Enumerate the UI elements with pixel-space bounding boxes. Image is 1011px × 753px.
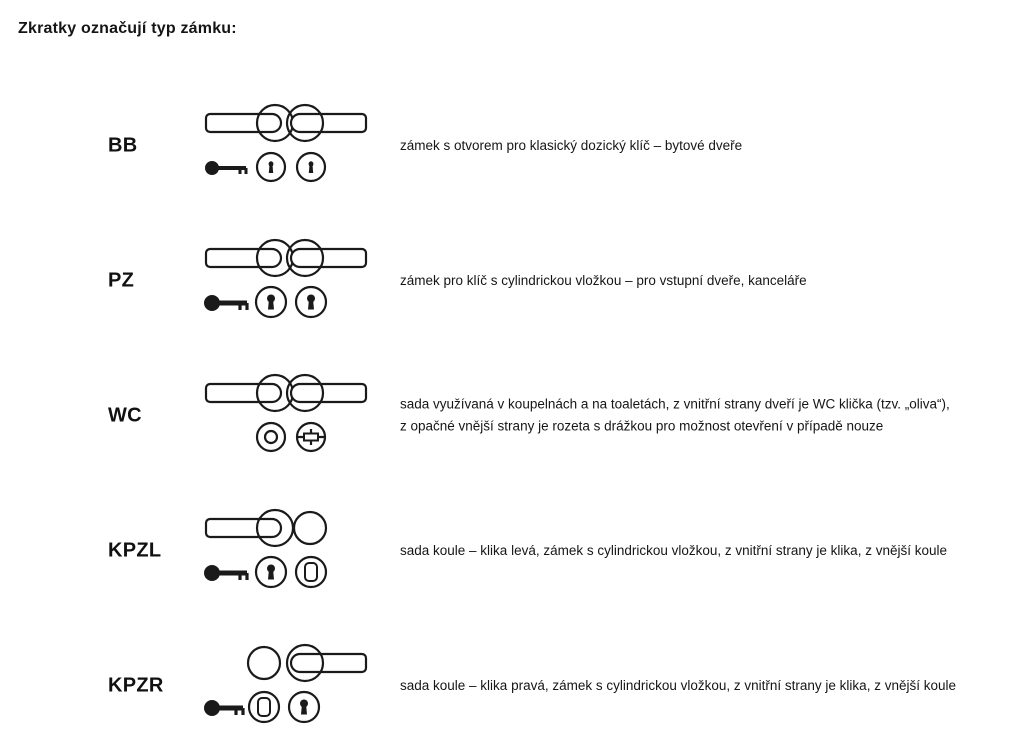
row-description (400, 134, 1000, 156)
abbreviation-code: PZ (108, 269, 135, 291)
table-row (0, 483, 1011, 618)
row-description-line-1: zámek s otvorem pro klasický dozický klíč – bytové dveře (400, 137, 743, 153)
lever-handle-pair-with-key-and-keyhole-rosettes-icon (200, 96, 385, 196)
table-row (0, 618, 1011, 753)
abbreviation-code: KPZL (108, 539, 162, 561)
row-description-line-1: sada koule – klika levá, zámek s cylindrickou vložkou, z vnitřní strany je klika, z vnější koule (400, 542, 947, 558)
abbreviation-code: WC (108, 404, 142, 426)
row-description-line-1: sada využívaná v koupelnách a na toaletách, z vnitřní strany dveří je WC klička (tzv. „oliva“), (400, 396, 950, 412)
row-description (400, 539, 1000, 561)
row-description (400, 674, 1000, 696)
row-description (400, 269, 1000, 291)
row-description-line-1: zámek pro klíč s cylindrickou vložkou – pro vstupní dveře, kanceláře (400, 272, 807, 288)
abbreviation-code: BB (108, 134, 138, 156)
knob-right-lever-with-key-and-cylinder-rosettes-icon (200, 636, 385, 736)
abbreviation-rows (0, 78, 1011, 753)
lever-handle-pair-with-wc-thumbturn-and-slot-rosette-icon (200, 366, 385, 466)
lever-handle-pair-with-key-and-cylinder-rosettes-icon (200, 231, 385, 331)
knob-left-lever-with-key-and-cylinder-rosettes-icon (200, 501, 385, 601)
table-row (0, 213, 1011, 348)
row-description-line-1: sada koule – klika pravá, zámek s cylindrickou vložkou, z vnitřní strany je klika, z vnější koule (400, 677, 956, 693)
table-row (0, 348, 1011, 483)
row-description (400, 393, 1000, 438)
abbreviation-code: KPZR (108, 674, 164, 696)
table-row (0, 78, 1011, 213)
row-description-line-2: z opačné vnější strany je rozeta s drážkou pro možnost otevření v případě nouze (400, 418, 884, 434)
page-title: Zkratky označují typ zámku: (18, 20, 237, 37)
